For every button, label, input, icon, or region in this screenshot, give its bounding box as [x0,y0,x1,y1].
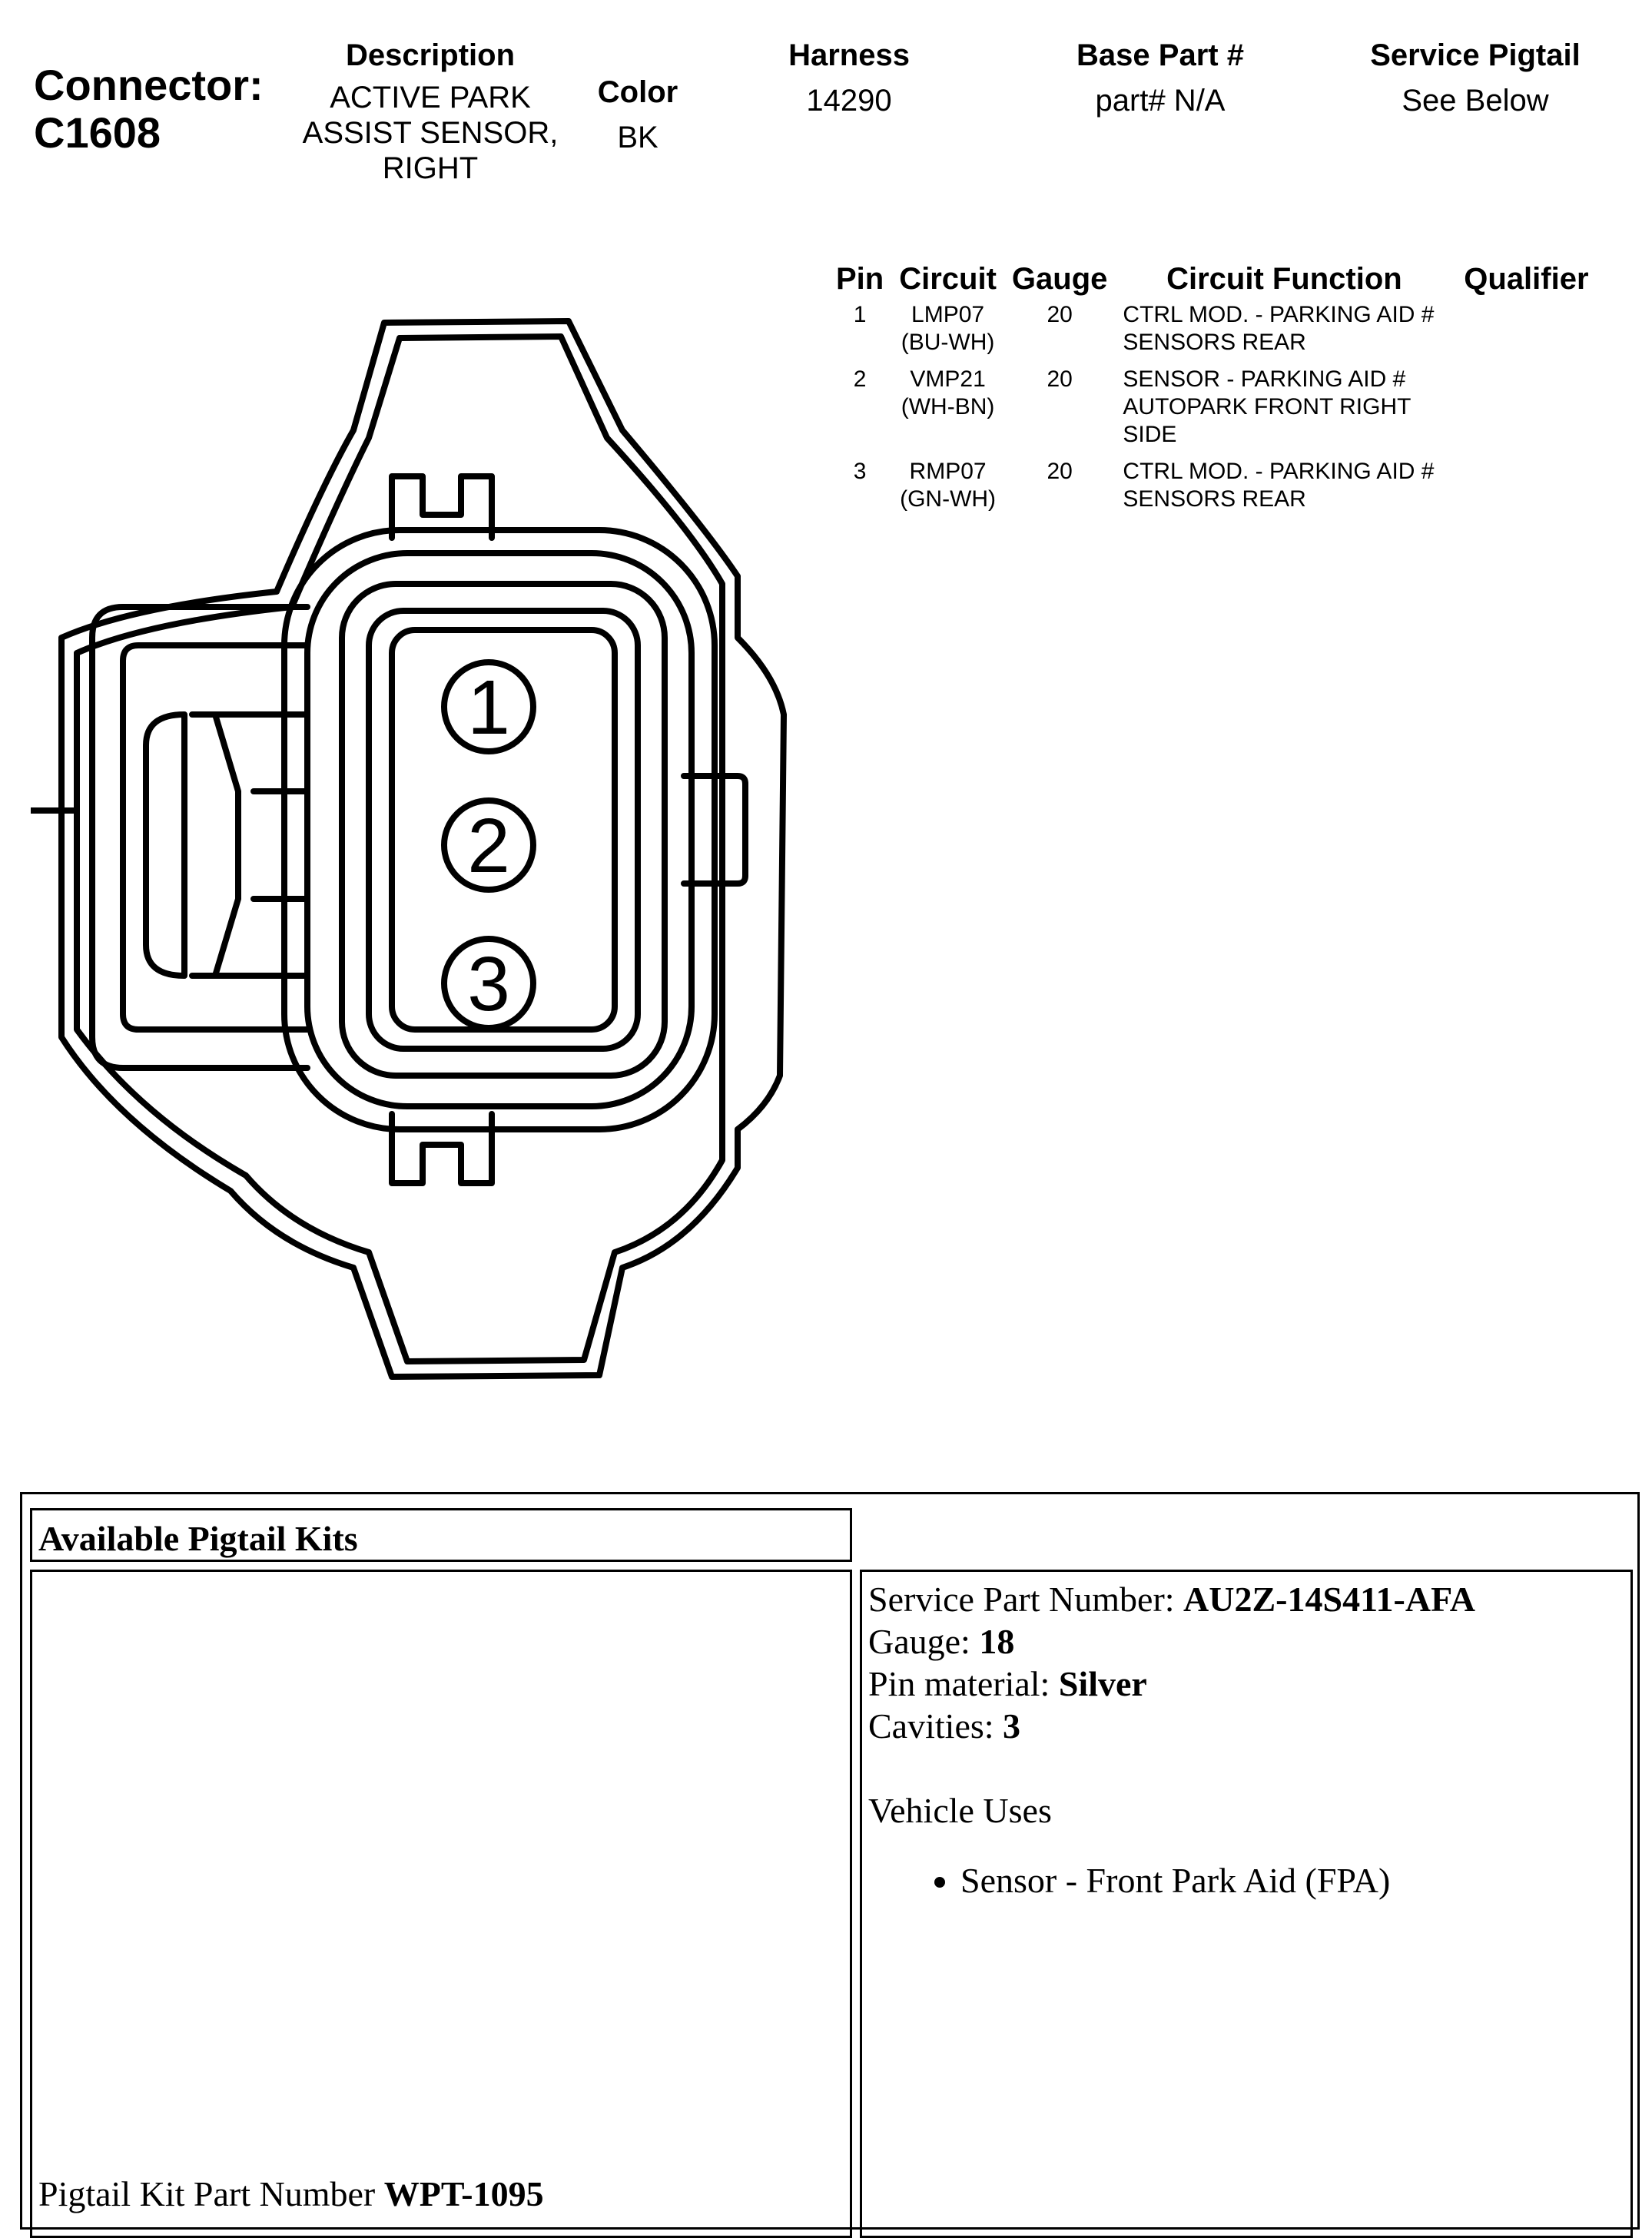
gauge-line [868,1620,1475,1663]
service-pigtail-value: See Below [1402,84,1549,118]
list-item: • Sensor - Front Park Aid (FPA) [960,1859,1475,1901]
housing-inner-outline [77,337,722,1361]
pigtail-kits-table [20,1492,1640,2230]
pin-number: 2 [853,366,867,392]
color-column [569,74,707,155]
connector-label: Connector: [34,61,264,109]
function-cell: SENSOR - PARKING AID # AUTOPARK FRONT RIGHT SIDE [1123,366,1411,447]
circuit-cell [891,458,1004,522]
gauge-cell: 20 [1047,459,1073,484]
pin-table-header [828,260,1599,301]
pin-material-label: Pin material: [868,1664,1050,1703]
service-pigtail-label: Service Pigtail [1370,38,1581,72]
color-value: BK [617,121,658,154]
pin-number: 3 [853,459,867,484]
cavities-label: Cavities: [868,1706,994,1746]
pin-label: 1 [467,665,510,751]
table-row [828,301,1599,366]
pigtail-kit-details-cell [860,1570,1633,2238]
color-label: Color [597,75,678,109]
service-part-value: AU2Z-14S411-AFA [1183,1580,1475,1619]
qualifier-cell [1453,301,1599,366]
gauge-value: 18 [979,1622,1015,1661]
pin-cavity [444,801,533,890]
connector-face-diagram [31,300,830,1406]
gauge-header: Gauge [1011,262,1108,296]
harness-value: 14290 [806,84,892,118]
table-row [828,366,1599,458]
pin-header: Pin [836,262,884,296]
base-part-label: Base Part # [1076,38,1244,72]
pin-material-value: Silver [1058,1664,1147,1703]
pin-label: 3 [467,941,510,1027]
pin-number: 1 [853,302,867,327]
vehicle-uses-list [868,1859,1475,1901]
description-column [277,37,584,186]
description-value: ACTIVE PARK ASSIST SENSOR, RIGHT [302,81,559,185]
circuit-cell [891,366,1004,458]
qualifier-cell [1453,458,1599,522]
cavities-value: 3 [1003,1706,1021,1746]
qualifier-header: Qualifier [1464,262,1589,296]
harness-column [738,37,960,118]
circuit-id: VMP21 [910,366,986,392]
base-part-value: part# N/A [1095,84,1226,118]
bottom-rib [392,1114,492,1183]
pigtail-kits-header [30,1508,852,1562]
function-header: Circuit Function [1166,262,1402,296]
circuit-id: RMP07 [909,459,987,484]
cavities-line [868,1705,1475,1747]
service-part-label: Service Part Number: [868,1580,1175,1619]
pin-material-line [868,1663,1475,1705]
vehicle-uses-label: Vehicle Uses [868,1791,1052,1830]
harness-label: Harness [788,38,910,72]
function-cell: CTRL MOD. - PARKING AID # SENSORS REAR [1123,459,1435,512]
qualifier-cell [1453,366,1599,458]
circuit-header: Circuit [899,262,997,296]
circuit-cell [891,301,1004,366]
base-part-column [1045,37,1275,118]
pin-label: 2 [467,803,510,889]
connector-id: C1608 [34,108,161,157]
connector-title [34,61,264,157]
description-label: Description [345,38,516,72]
wire-color: (BU-WH) [901,330,995,355]
pigtail-kit-image-cell [30,1570,852,2238]
function-cell: CTRL MOD. - PARKING AID # SENSORS REAR [1123,302,1435,355]
gauge-cell: 20 [1047,302,1073,327]
service-part-line [868,1578,1475,1620]
gauge-cell: 20 [1047,366,1073,392]
kit-part-label: Pigtail Kit Part Number [38,2174,376,2213]
pin-cavity [444,662,533,751]
table-row [828,458,1599,522]
wire-color: (GN-WH) [900,486,997,512]
pigtail-kits-title: Available Pigtail Kits [38,1519,358,1558]
circuit-id: LMP07 [911,302,985,327]
pin-table [828,260,1599,522]
wire-color: (WH-BN) [901,394,995,419]
pin-cavity [444,939,533,1028]
gauge-label: Gauge: [868,1622,970,1661]
service-pigtail-column [1329,37,1621,118]
kit-part-number [38,2173,544,2214]
kit-part-value: WPT-1095 [383,2174,544,2213]
